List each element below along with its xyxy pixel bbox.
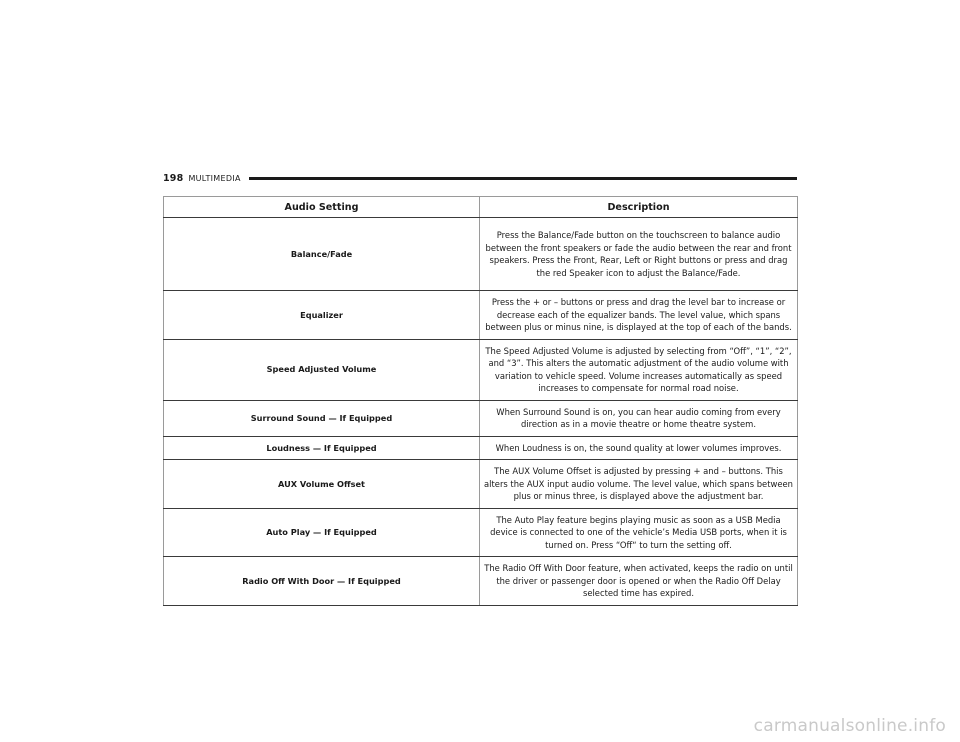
description-cell: The Speed Adjusted Volume is adjusted by selecting from “Off”, “1”, “2”, and “3”. This alters the automatic adjustment of the audio volume with variation to vehicle speed. Volume increases automatically as speed increases to compensate for normal road noise.	[480, 339, 798, 400]
setting-cell: Loudness — If Equipped	[164, 436, 480, 460]
table-row	[164, 460, 798, 509]
description-cell: Press the + or – buttons or press and drag the level bar to increase or decrease each of the equalizer bands. The level value, which spans between plus or minus nine, is displayed at the top of each of the bands.	[480, 291, 798, 340]
setting-cell: Auto Play — If Equipped	[164, 508, 480, 557]
description-cell: The Radio Off With Door feature, when activated, keeps the radio on until the driver or passenger door is opened or when the Radio Off Delay selected time has expired.	[480, 557, 798, 606]
table-row	[164, 436, 798, 460]
column-header-audio-setting: Audio Setting	[164, 197, 480, 218]
setting-cell: AUX Volume Offset	[164, 460, 480, 509]
watermark: carmanualsonline.info	[753, 716, 946, 736]
table-header-row	[164, 197, 798, 218]
column-header-description: Description	[480, 197, 798, 218]
description-cell: When Surround Sound is on, you can hear audio coming from every direction as in a movie theatre or home theatre system.	[480, 400, 798, 436]
description-cell: The Auto Play feature begins playing music as soon as a USB Media device is connected to one of the vehicle’s Media USB ports, when it is turned on. Press “Off“ to turn the setting off.	[480, 508, 798, 557]
table-row	[164, 339, 798, 400]
setting-cell: Surround Sound — If Equipped	[164, 400, 480, 436]
setting-cell: Radio Off With Door — If Equipped	[164, 557, 480, 606]
table-row	[164, 291, 798, 340]
table-row	[164, 557, 798, 606]
table-row	[164, 508, 798, 557]
description-cell: Press the Balance/Fade button on the touchscreen to balance audio between the front speakers or fade the audio between the rear and front speakers. Press the Front, Rear, Left or Right buttons or press and drag the red Speaker icon to adjust the Balance/Fade.	[480, 218, 798, 291]
setting-cell: Speed Adjusted Volume	[164, 339, 480, 400]
description-cell: The AUX Volume Offset is adjusted by pressing + and – buttons. This alters the AUX input audio volume. The level value, which spans between plus or minus three, is displayed above the adjustment bar.	[480, 460, 798, 509]
page-number: 198	[163, 172, 184, 184]
audio-settings-table	[163, 196, 798, 606]
section-title: MULTIMEDIA	[188, 173, 241, 183]
table-row	[164, 218, 798, 291]
setting-cell: Equalizer	[164, 291, 480, 340]
page-header	[163, 171, 797, 185]
header-rule	[249, 177, 797, 180]
setting-cell: Balance/Fade	[164, 218, 480, 291]
table-row	[164, 400, 798, 436]
description-cell: When Loudness is on, the sound quality at lower volumes improves.	[480, 436, 798, 460]
